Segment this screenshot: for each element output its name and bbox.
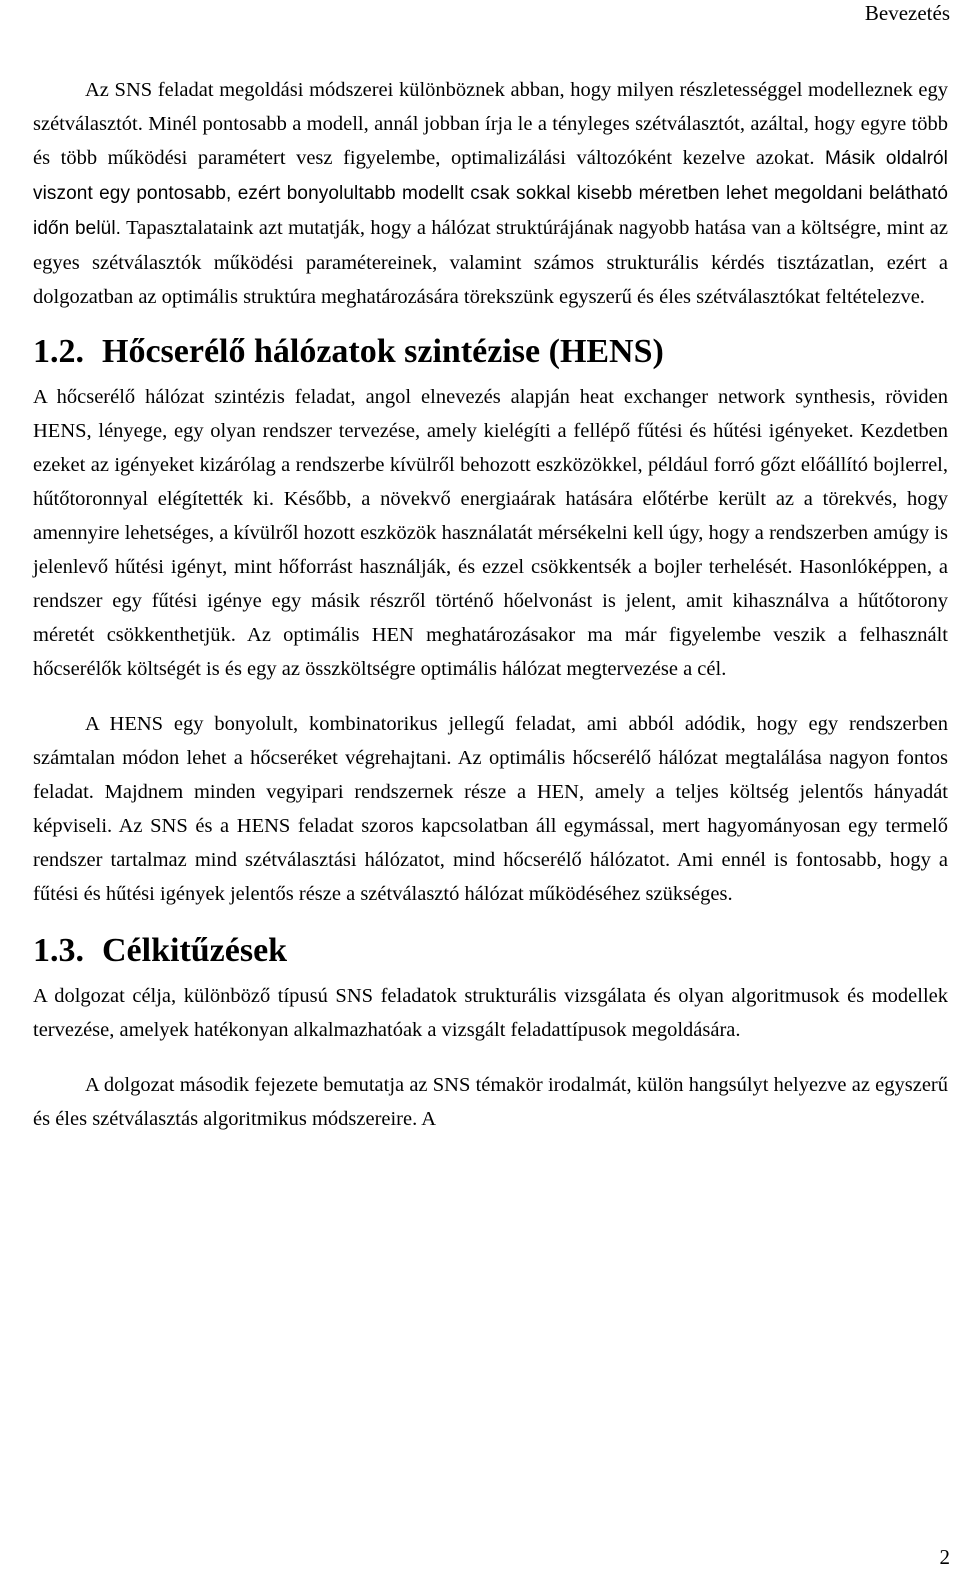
paragraph-text: Az SNS feladat megoldási módszerei különböznek abban, hogy milyen részletességgel modelleznek egy szétválasztót. Minél pontosabb a modell, annál jobban írja le a tényleges szétválasztót, azáltal, hogy egyre több és több működési paramétert vesz figyelembe, optimalizálási változóként kezelve azokat.	[33, 79, 948, 169]
section-title: Hőcserélő hálózatok szintézise (HENS)	[102, 333, 664, 370]
running-header: Bevezetés	[864, 1, 950, 25]
paragraph-text-sans: Másik oldalról viszont egy pontosabb, ezért bonyolultabb modellt csak sokkal kisebb méretben lehet megoldani belátható időn belül.	[33, 148, 948, 239]
paragraph-sns-methods	[33, 73, 948, 314]
section-heading-1-3	[33, 931, 948, 971]
paragraph-goals: A dolgozat célja, különböző típusú SNS feladatok strukturális vizsgálata és olyan algoritmusok és modellek tervezése, amelyek hatékonyan alkalmazhatóak a vizsgált feladattípusok megoldására.	[33, 985, 948, 1041]
section-number: 1.2.	[33, 333, 84, 370]
section-heading-1-2	[33, 332, 948, 372]
paragraph-hens-complexity: A HENS egy bonyolult, kombinatorikus jellegű feladat, ami abból adódik, hogy egy rendszerben számtalan módon lehet a hőcseréket végrehajtani. Az optimális hőcserélő hálózat megtalálása nagyon fontos feladat. Majdnem minden vegyipari rendszernek része a HEN, amely a teljes költség jelentős hányadát képviseli. Az SNS és a HENS feladat szoros kapcsolatban áll egymással, mert hagyományosan egy termelő rendszer tartalmaz mind szétválasztási hálózatot, mind hőcserélő hálózatot. Ami ennél is fontosabb, hogy a fűtési és hűtési igények jelentős része a szétválasztó hálózat működéséhez szükséges.	[33, 713, 948, 905]
paragraph-chapter-overview: A dolgozat második fejezete bemutatja az SNS témakör irodalmát, külön hangsúlyt helyezve az egyszerű és éles szétválasztás algoritmikus módszereire. A	[33, 1074, 948, 1130]
document-body	[33, 73, 948, 1136]
paragraph-text: Tapasztalataink azt mutatják, hogy a hálózat struktúrájának nagyobb hatása van a költségre, mint az egyes szétválasztók működési paramétereinek, valamint számos strukturális kérdés tisztázatlan, ezért a dolgozatban az optimális struktúra meghatározására törekszünk egyszerű és éles szétválasztókat feltételezve.	[33, 217, 948, 308]
page-number: 2	[939, 1545, 950, 1569]
section-title: Célkitűzések	[102, 932, 288, 969]
paragraph-hens-intro: A hőcserélő hálózat szintézis feladat, angol elnevezés alapján heat exchanger network synthesis, röviden HENS, lényege, egy olyan rendszer tervezése, amely kielégíti a fellépő fűtési és hűtési igényeket. Kezdetben ezeket az igényeket kizárólag a rendszerbe kívülről behozott eszközökkel, például forró gőzt előállító bojlerrel, hűtőtoronnyal elégítették ki. Később, a növekvő energiaárak hatására előtérbe került az a törekvés, hogy amennyire lehetséges, a kívülről hozott eszközök használatát mérsékelni kell úgy, hogy a rendszerben amúgy is jelenlevő hűtési igényt, mint hőforrást használják, és ezzel csökkentsék a bojler terhelését. Hasonlóképpen, a rendszer egy fűtési igénye egy másik részről történő hőelvonást is jelent, amit kihasználva a hűtőtorony méretét csökkenthetjük. Az optimális HEN meghatározásakor ma már figyelembe veszik a felhasznált hőcserélők költségét is és egy az összköltségre optimális hálózat megtervezése a cél.	[33, 386, 948, 680]
section-number: 1.3.	[33, 932, 84, 969]
